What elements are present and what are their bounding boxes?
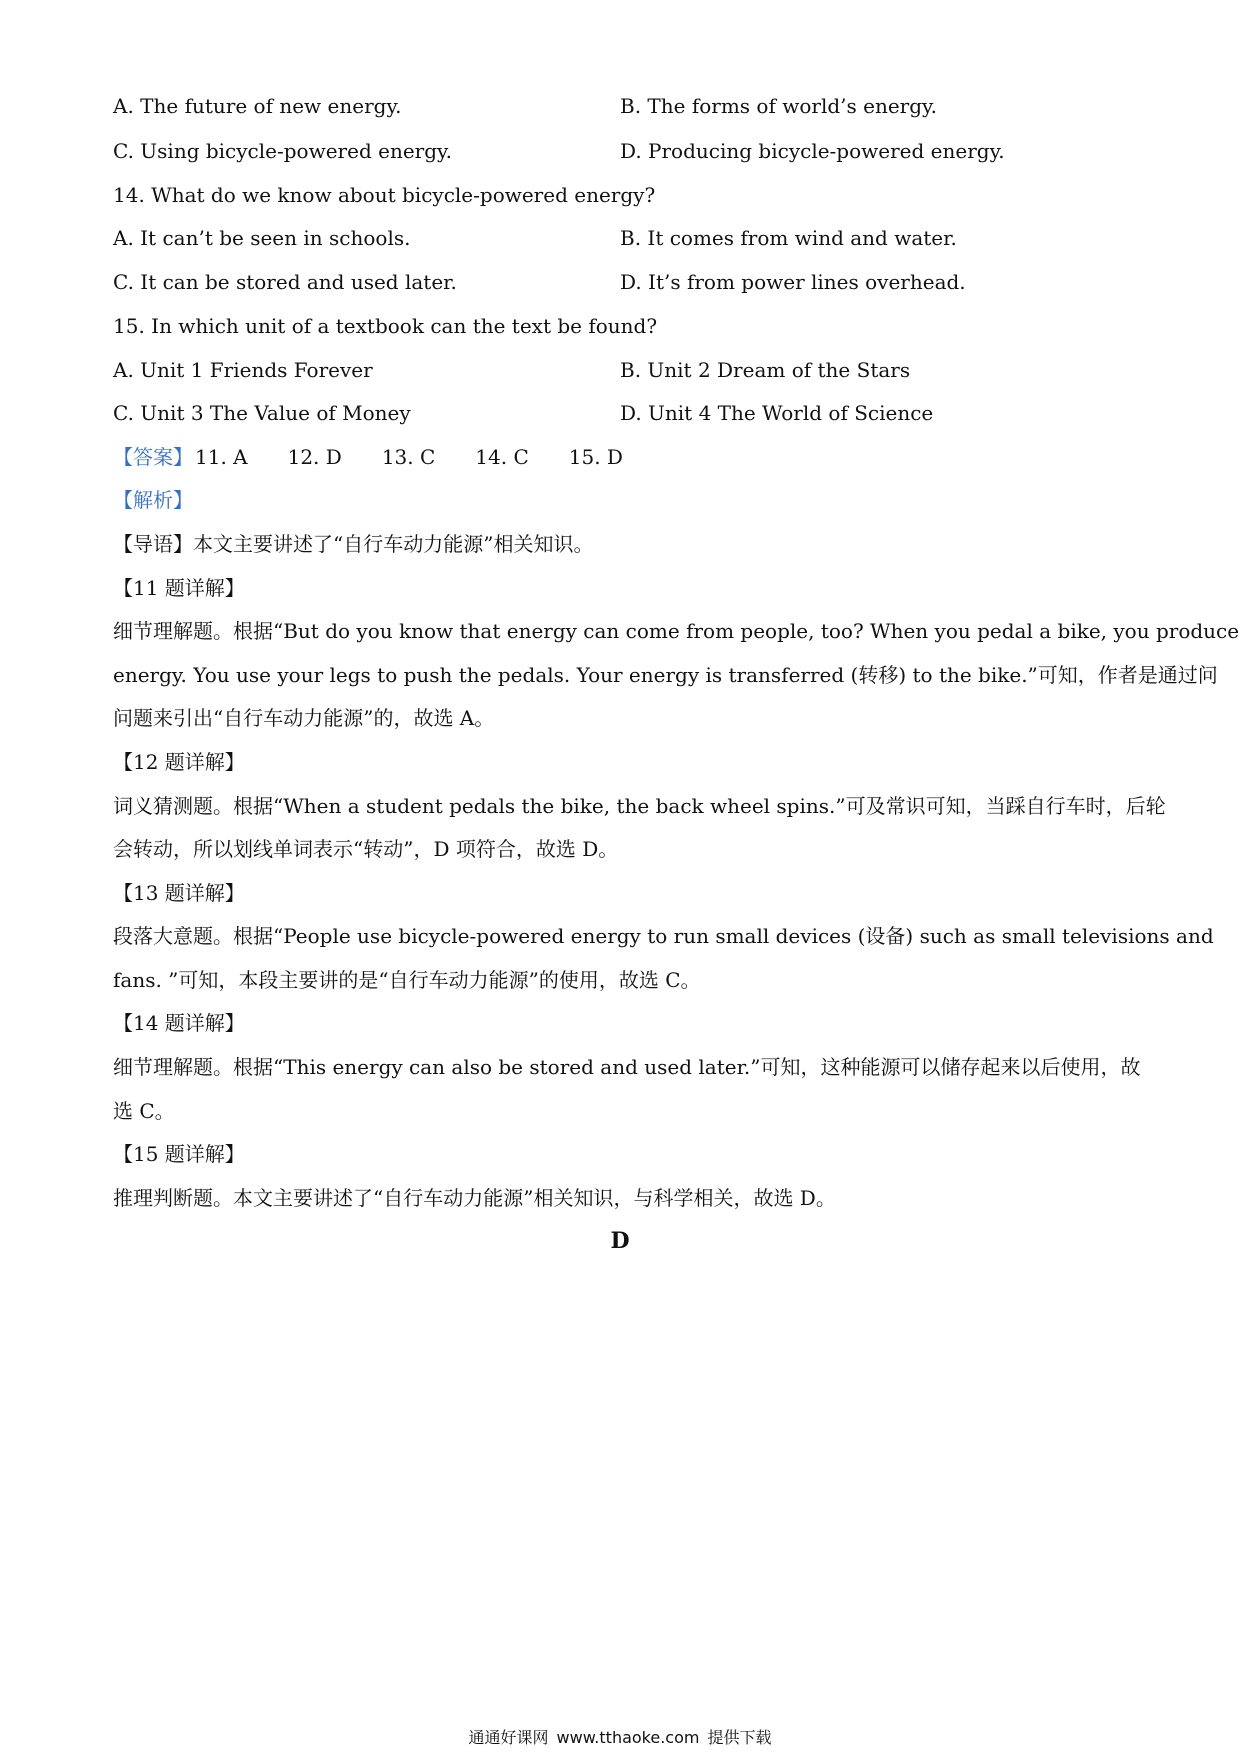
answer-item: 13. C [381, 445, 436, 469]
q14-option-c: C. It can be stored and used later. [113, 270, 457, 294]
q11-heading: 【11 题详解】 [113, 576, 245, 600]
q14-line: 细节理解题。根据“This energy can also be stored and used later.”可知，这种能源可以储存起来以后使用，故 [113, 1055, 1141, 1079]
answer-item: 12. D [287, 445, 342, 469]
q12-heading: 【12 题详解】 [113, 750, 245, 774]
q15-option-b: B. Unit 2 Dream of the Stars [620, 358, 911, 382]
answer-item: 11. A [195, 445, 248, 469]
q13-option-b: B. The forms of world’s energy. [620, 94, 938, 118]
q13-option-c: C. Using bicycle-powered energy. [113, 139, 453, 163]
q14-line: 选 C。 [113, 1099, 175, 1123]
q15-option-a: A. Unit 1 Friends Forever [113, 358, 373, 382]
q12-line: 会转动，所以划线单词表示“转动”，D 项符合，故选 D。 [113, 837, 619, 861]
q14-option-a: A. It can’t be seen in schools. [113, 226, 411, 250]
footer-site-name: 通通好课网 [468, 1728, 549, 1747]
answer-item: 14. C [475, 445, 529, 469]
answer-item: 15. D [568, 445, 623, 469]
analysis-intro: 【导语】本文主要讲述了“自行车动力能源”相关知识。 [113, 532, 594, 556]
q11-line: 细节理解题。根据“But do you know that energy can come from people, too? When you pedal a bike, you produce [113, 619, 1240, 643]
q12-line: 词义猜测题。根据“When a student pedals the bike, the back wheel spins.”可及常识可知，当踩自行车时，后轮 [113, 794, 1166, 818]
q11-line: 问题来引出“自行车动力能源”的，故选 A。 [113, 706, 495, 730]
footer [0, 1727, 1240, 1749]
q15-stem: 15. In which unit of a textbook can the text be found? [113, 314, 658, 338]
q15-line: 推理判断题。本文主要讲述了“自行车动力能源”相关知识，与科学相关，故选 D。 [113, 1186, 836, 1210]
q14-option-d: D. It’s from power lines overhead. [620, 270, 966, 294]
q15-option-c: C. Unit 3 The Value of Money [113, 401, 411, 425]
footer-note: 提供下载 [707, 1728, 772, 1747]
q13-option-d: D. Producing bicycle-powered energy. [620, 139, 1005, 163]
q11-line: energy. You use your legs to push the pedals. Your energy is transferred (转移) to the bike.”可知，作者是通过问 [113, 663, 1218, 687]
q13-option-a: A. The future of new energy. [113, 94, 402, 118]
q14-option-b: B. It comes from wind and water. [620, 226, 957, 250]
q15-heading: 【15 题详解】 [113, 1142, 245, 1166]
answer-row [113, 443, 623, 471]
footer-url[interactable]: www.tthaoke.com [556, 1728, 700, 1747]
q15-option-d: D. Unit 4 The World of Science [620, 401, 934, 425]
q13-heading: 【13 题详解】 [113, 881, 245, 905]
q13-line: 段落大意题。根据“People use bicycle-powered energy to run small devices (设备) such as small televisions and [113, 924, 1214, 948]
q14-heading: 【14 题详解】 [113, 1011, 245, 1035]
next-section-heading: D [610, 1228, 630, 1254]
analysis-label: 【解析】 [113, 488, 193, 512]
q13-line: fans. ”可知，本段主要讲的是“自行车动力能源”的使用，故选 C。 [113, 968, 701, 992]
q14-stem: 14. What do we know about bicycle-powered energy? [113, 183, 656, 207]
answer-label: 【答案】 [113, 445, 193, 469]
